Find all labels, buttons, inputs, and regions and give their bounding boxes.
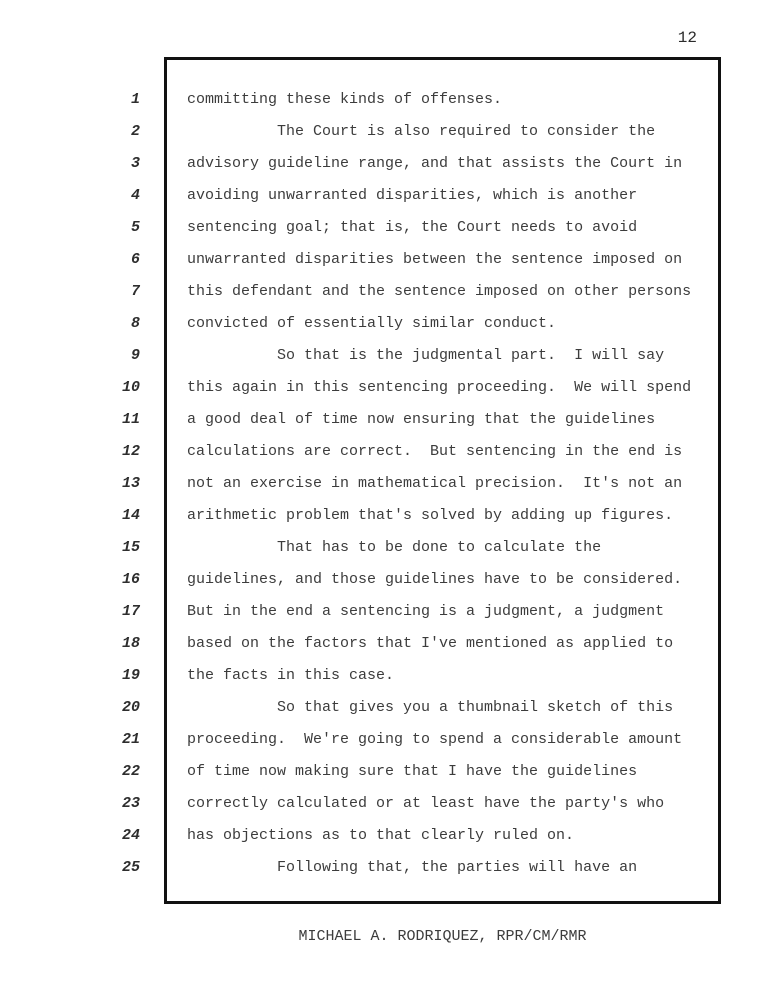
transcript-line: The Court is also required to consider the <box>187 123 656 140</box>
line-number: 10 <box>121 379 140 396</box>
transcript-line: avoiding unwarranted disparities, which is another <box>187 187 638 204</box>
transcript-line: sentencing goal; that is, the Court needs to avoid <box>187 219 638 236</box>
line-number: 21 <box>121 731 140 748</box>
line-number: 9 <box>130 347 140 364</box>
line-number: 24 <box>121 827 140 844</box>
transcript-line: unwarranted disparities between the sentence imposed on <box>187 251 683 268</box>
transcript-line: a good deal of time now ensuring that the guidelines <box>187 411 656 428</box>
transcript-line: That has to be done to calculate the <box>187 539 602 556</box>
transcript-line: this defendant and the sentence imposed on other persons <box>187 283 692 300</box>
line-number: 1 <box>130 91 140 108</box>
line-number: 23 <box>121 795 140 812</box>
transcript-line: So that is the judgmental part. I will say <box>187 347 665 364</box>
line-number-column <box>0 57 140 884</box>
transcript-line: arithmetic problem that's solved by adding up figures. <box>187 507 674 524</box>
line-number: 4 <box>130 187 140 204</box>
transcript-line: the facts in this case. <box>187 667 395 684</box>
transcript-line: Following that, the parties will have an <box>187 859 638 876</box>
transcript-line: So that gives you a thumbnail sketch of this <box>187 699 674 716</box>
transcript-line: guidelines, and those guidelines have to be considered. <box>187 571 683 588</box>
transcript-line: this again in this sentencing proceeding. We will spend <box>187 379 692 396</box>
transcript-line: has objections as to that clearly ruled on. <box>187 827 575 844</box>
line-number: 15 <box>121 539 140 556</box>
line-number: 19 <box>121 667 140 684</box>
line-number: 20 <box>121 699 140 716</box>
court-reporter-credit: MICHAEL A. RODRIQUEZ, RPR/CM/RMR <box>298 928 587 945</box>
line-number: 3 <box>130 155 140 172</box>
line-number: 6 <box>130 251 140 268</box>
line-number: 17 <box>121 603 140 620</box>
transcript-line: of time now making sure that I have the guidelines <box>187 763 638 780</box>
transcript-line: proceeding. We're going to spend a considerable amount <box>187 731 683 748</box>
transcript-line: correctly calculated or at least have the party's who <box>187 795 665 812</box>
line-number: 13 <box>121 475 140 492</box>
line-number: 2 <box>130 123 140 140</box>
line-number: 25 <box>121 859 140 876</box>
transcript-text-box <box>164 57 721 904</box>
transcript-line: advisory guideline range, and that assists the Court in <box>187 155 683 172</box>
transcript-line: committing these kinds of offenses. <box>187 91 503 108</box>
transcript-line: convicted of essentially similar conduct. <box>187 315 557 332</box>
line-number: 18 <box>121 635 140 652</box>
line-number: 8 <box>130 315 140 332</box>
line-number: 5 <box>130 219 140 236</box>
line-number: 22 <box>121 763 140 780</box>
line-number: 7 <box>130 283 140 300</box>
transcript-line: not an exercise in mathematical precision. It's not an <box>187 475 683 492</box>
line-number: 11 <box>121 411 140 428</box>
transcript-line: calculations are correct. But sentencing in the end is <box>187 443 683 460</box>
line-number: 16 <box>121 571 140 588</box>
line-number: 14 <box>121 507 140 524</box>
transcript-line: But in the end a sentencing is a judgment, a judgment <box>187 603 665 620</box>
page-number: 12 <box>677 29 697 47</box>
line-number: 12 <box>121 443 140 460</box>
transcript-line: based on the factors that I've mentioned as applied to <box>187 635 674 652</box>
